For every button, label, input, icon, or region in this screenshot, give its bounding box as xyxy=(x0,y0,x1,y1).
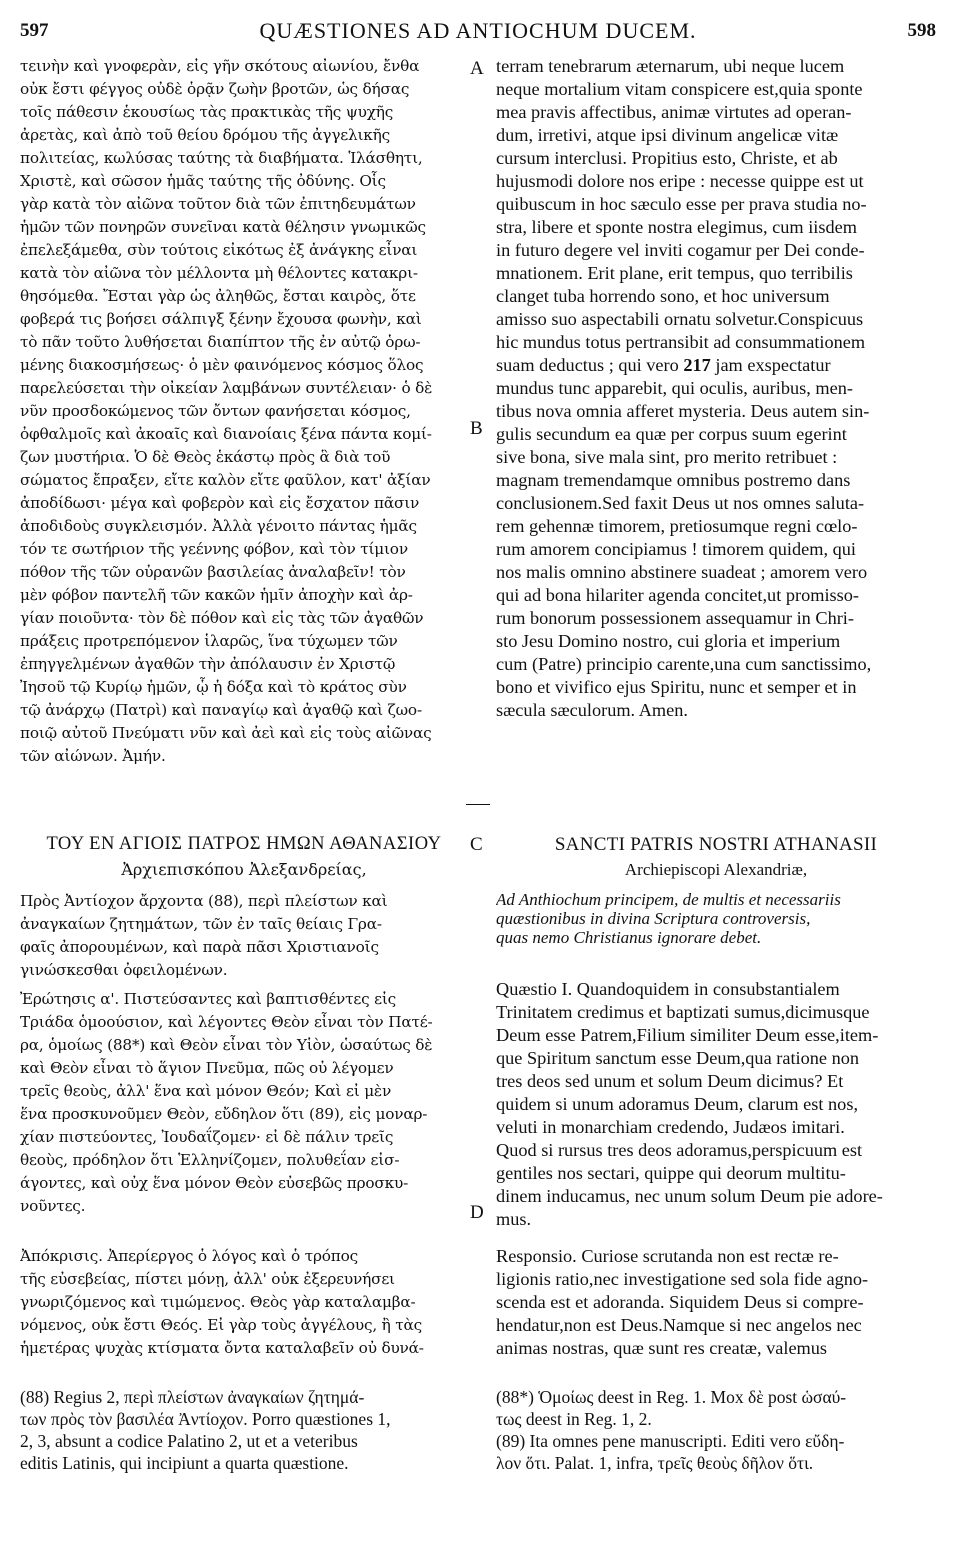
latin-question-line: Quæstio I. Quandoquidem in consubstantialem xyxy=(496,979,840,999)
latin-text-line: conclusionem.Sed faxit Deus ut nos omnes saluta- xyxy=(496,493,865,513)
greek-text-line: νῦν προσδοκώμενος τῶν ὄντων φανήσεται κόσμος, xyxy=(20,402,411,420)
greek-question-line: τρεῖς θεοὺς, ἀλλ' ἕνα καὶ μόνον Θεόν; Καὶ εἰ μὲν xyxy=(20,1082,392,1100)
greek-text-line: Ἰησοῦ τῷ Κυρίῳ ἡμῶν, ᾧ ἡ δόξα καὶ τὸ κράτος σὺν xyxy=(20,678,407,696)
greek-text-line: τεινὴν καὶ γνοφερὰν, εἰς γῆν σκότους αἰωνίου, ἔνθα xyxy=(20,57,420,75)
latin-text-line: mnationem. Erit plane, erit tempus, quo terribilis xyxy=(496,263,853,283)
greek-text-line: πράξεις προτρεπόμενον ἱλαρῶς, ἵνα τύχωμεν τῶν xyxy=(20,632,398,650)
margin-marker-d: D xyxy=(470,1202,484,1223)
greek-text-line: ἐπηγγελμένων ἀγαθῶν τὴν ἀπόλαυσιν ἐν Χριστῷ xyxy=(20,655,396,673)
greek-intro-line: φαῖς ἀπορουμένων, καὶ παρὰ πᾶσι Χριστιανοῖς xyxy=(20,938,379,956)
latin-text-line: hic mundus totus pertransibit ad consummationem xyxy=(496,332,866,352)
greek-footnotes xyxy=(20,1386,466,1474)
footnote-line: τως deest in Reg. 1, 2. xyxy=(496,1409,652,1429)
latin-text-line: stra, libere et sponte nostra elegimus, cum iisdem xyxy=(496,217,857,237)
greek-text-line: παρελεύσεται τὴν οἰκείαν λαμβάνων συντέλειαν· ὁ δὲ xyxy=(20,379,433,397)
latin-question xyxy=(496,978,938,1231)
greek-text-line: θησόμεθα. Ἔσται γὰρ ὡς ἀληθῶς, ἔσται καιρὸς, ὅτε xyxy=(20,287,416,305)
latin-text-line: gulis secundum ea quæ per corpus suum egerint xyxy=(496,424,847,444)
latin-text-line: sæcula sæculorum. Amen. xyxy=(496,700,688,720)
footnote-line: (88*) Ὁμοίως deest in Reg. 1. Mox δὲ post ὡσαύ- xyxy=(496,1387,847,1407)
greek-text-line: κατὰ τὸν αἰῶνα τὸν μέλλοντα μὴ θέλοντες κατακρι- xyxy=(20,264,418,282)
greek-text-line: γὰρ κατὰ τὸν αἰῶνα τοῦτον διὰ τῶν ἐπιτηδευμάτων xyxy=(20,195,416,213)
latin-text-line: mundus tunc apparebit, qui oculis, auribus, men- xyxy=(496,378,853,398)
latin-text-line: terram tenebrarum æternarum, ubi neque lucem xyxy=(496,56,845,76)
greek-text-line: ἡμῶν τῶν πονηρῶν συνεῖναι κατὰ θέλησιν γνωμικῶς xyxy=(20,218,426,236)
greek-answer-line: τῆς εὐσεβείας, πίστει μόνῃ, ἀλλ' οὐκ ἐξερευνήσει xyxy=(20,1270,395,1288)
latin-answer-line: hendatur,non est Deus.Namque si nec angelos nec xyxy=(496,1315,862,1335)
greek-question-line: καὶ Θεὸν εἶναι τὸ ἅγιον Πνεῦμα, πῶς οὐ λέγομεν xyxy=(20,1059,394,1077)
greek-question-line: άγοντες, καὶ οὐχ ἕνα μόνον Θεὸν εὐσεβῶς προσκυ- xyxy=(20,1174,409,1192)
latin-section-subtitle: Archiepiscopi Alexandriæ, xyxy=(624,860,808,879)
latin-text-line: dum, irretivi, atque ipsi divinum angelicæ vitæ xyxy=(496,125,839,145)
latin-text-line: cursum interclusi. Propitius esto, Christe, et ab xyxy=(496,148,838,168)
greek-intro-line: ἀναγκαίων ζητημάτων, τῶν ἐν ταῖς θείαις Γρα- xyxy=(20,915,382,933)
inline-page-number: 217 xyxy=(683,355,711,375)
latin-text-line: cum (Patre) principio carente,una cum sanctissimo, xyxy=(496,654,872,674)
greek-text-line: ὀφθαλμοῖς καὶ ἀκοαῖς καὶ διανοίαις ξένα πάντα κομί- xyxy=(20,425,432,443)
running-title: QUÆSTIONES AD ANTIOCHUM DUCEM. xyxy=(259,18,697,43)
latin-question-line: veluti in monarchiam credendo, Judæos imitari. xyxy=(496,1117,845,1137)
greek-question-line: Ἐρώτησις α'. Πιστεύσαντες καὶ βαπτισθέντες εἰς xyxy=(20,990,397,1008)
greek-intro xyxy=(20,890,466,982)
greek-question-line: χίαν πιστεύοντες, Ἰουδαΐζομεν· εἰ δὲ πάλιν τρεῖς xyxy=(20,1128,394,1146)
latin-answer xyxy=(496,1245,938,1360)
latin-text-line: qui ad bona hilariter agenda concitet,ut promisso- xyxy=(496,585,859,605)
latin-text-line: nos malis omnino abstinere suadeat ; amorem vero xyxy=(496,562,868,582)
footnote-line: των πρὸς τὸν βασιλέα Ἀντίοχον. Porro quæstiones 1, xyxy=(20,1409,391,1429)
latin-text-line: amisso suo aspectabili ornatu solvetur.Conspicuus xyxy=(496,309,864,329)
latin-text-fragment: suam deductus ; qui vero xyxy=(496,355,679,375)
greek-text-line: σώματος ἔπραξεν, εἴτε καλὸν εἴτε φαῦλον, κατ' ἀξίαν xyxy=(20,471,431,489)
latin-question-line: tres deos sed unum et solum Deum dicimus? Et xyxy=(496,1071,844,1091)
latin-text-fragment: jam exspectatur xyxy=(715,355,831,375)
footnote-line: λον ὅτι. Palat. 1, infra, τρεῖς θεοὺς δῆλον ὅτι. xyxy=(496,1453,814,1473)
greek-text-line: ἀποδιδοὺς συγκλεισμόν. Ἀλλὰ γένοιτο πάντας ἡμᾶς xyxy=(20,517,417,535)
page-header xyxy=(20,18,936,44)
greek-intro-line: γινώσκεσθαι ὀφειλομένων. xyxy=(20,961,228,979)
latin-intro xyxy=(496,890,938,947)
greek-answer-line: Ἀπόκρισις. Ἀπερίεργος ὁ λόγος καὶ ὁ τρόπος xyxy=(20,1247,358,1265)
greek-question-line: θεοὺς, πρόδηλον ὅτι Ἑλληνίζομεν, πολυθεΐαν εἰσ- xyxy=(20,1151,400,1169)
footnote-line: 2, 3, absunt a codice Palatino 2, ut et a veteribus xyxy=(20,1431,358,1451)
latin-text-line: tibus nova omnia afferet mysteria. Deus autem sin- xyxy=(496,401,870,421)
latin-question-line: gentiles nos sectari, quippe qui deorum multitu- xyxy=(496,1163,846,1183)
greek-section-subtitle: Ἀρχιεπισκόπου Ἀλεξανδρείας, xyxy=(121,860,367,879)
greek-answer-line: νόμενος, οὐκ ἔστι Θεός. Εἰ γὰρ τοὺς ἀγγέλους, ἢ τὰς xyxy=(20,1316,423,1334)
latin-question-line: que Spiritum sanctum esse Deum,qua ratione non xyxy=(496,1048,860,1068)
section-divider xyxy=(466,804,490,805)
greek-answer xyxy=(20,1245,466,1360)
greek-text-line: γίαν ποιοῦντα· τὸν δὲ πόθον καὶ εἰς τὰς τῶν ἀγαθῶν xyxy=(20,609,424,627)
latin-question-line: Quod si rursus tres deos adoramus,perspicuum est xyxy=(496,1140,863,1160)
latin-text-line: magnam tremendamque omnibus postremo dans xyxy=(496,470,851,490)
latin-text-line: quibuscum in hoc sæculo esse per prava studia no- xyxy=(496,194,867,214)
greek-text-line: τῶν αἰώνων. Ἀμήν. xyxy=(20,747,166,765)
greek-section-title: ΤΟΥ ΕΝ ΑΓΙΟΙΣ ΠΑΤΡΟΣ ΗΜΩΝ ΑΘΑΝΑΣΙΟΥ xyxy=(46,834,442,854)
latin-intro-line: quæstionibus in divina Scriptura controversis, xyxy=(496,909,811,928)
latin-answer-line: animas nostras, quæ sunt res creatæ, valemus xyxy=(496,1338,828,1358)
latin-question-line: dinem inducamus, nec unum solum Deum pie adore- xyxy=(496,1186,883,1206)
greek-text-line: τοῖς πάθεσιν ἑκουσίως τὰς πρακτικὰς τῆς ψυχῆς xyxy=(20,103,394,121)
greek-intro-line: Πρὸς Ἀντίοχον ἄρχοντα (88), περὶ πλείστων καὶ xyxy=(20,892,388,910)
margin-marker-b: B xyxy=(470,418,483,439)
latin-text-line: clanget tuba horrendo sono, et hoc universum xyxy=(496,286,830,306)
greek-question-line: ρα, ὁμοίως (88*) καὶ Θεὸν εἶναι τὸν Υἱὸν, ὡσαύτως δὲ xyxy=(20,1036,433,1054)
latin-text-line: mea pravis affectibus, animæ virtutes ad operan- xyxy=(496,102,852,122)
footnote-line: (88) Regius 2, περὶ πλείστων ἀναγκαίων ζητημά- xyxy=(20,1387,365,1407)
greek-text-line: τόν τε σωτήριον τῆς γεέννης φόβον, καὶ τὸν τίμιον xyxy=(20,540,408,558)
greek-text-line: οὐκ ἔστι φέγγος οὐδὲ ὁρᾷν ζωὴν βροτῶν, ὡς δήσας xyxy=(20,80,410,98)
greek-text-line: πόθον τῆς τῶν οὐρανῶν βασιλείας ἀναλαβεῖν! τὸν xyxy=(20,563,406,581)
latin-text-line: bono et vivifico ejus Spiritu, nunc et semper et in xyxy=(496,677,857,697)
greek-text-line: μὲν φόβον παντελῆ τῶν κακῶν ἡμῖν ἀποχὴν καὶ ἀρ- xyxy=(20,586,413,604)
latin-text-line: rem gehennæ timorem, pretiosumque regni cœlo- xyxy=(496,516,858,536)
latin-text-line: sive bona, sive mala sint, pro merito retribuet : xyxy=(496,447,838,467)
latin-intro-line: quas nemo Christianus ignorare debet. xyxy=(496,928,762,947)
greek-text-line: ποιῷ αὐτοῦ Πνεύματι νῦν καὶ ἀεὶ καὶ εἰς τοὺς αἰῶνας xyxy=(20,724,432,742)
page-number-right: 598 xyxy=(907,20,936,41)
latin-answer-line: Responsio. Curiose scrutanda non est rectæ re- xyxy=(496,1246,839,1266)
greek-text-line: Χριστὲ, καὶ σῶσον ἡμᾶς ταύτης τῆς ὀδύνης. Οἷς xyxy=(20,172,386,190)
latin-text-line: in futuro degere vel inviti cogamur per Dei conde- xyxy=(496,240,865,260)
page-number-left: 597 xyxy=(20,20,49,41)
latin-text-line: hujusmodi dolore nos eripe : necesse quippe est ut xyxy=(496,171,864,191)
greek-answer-line: ἡμετέρας ψυχὰς κτίσματα ὄντα καταλαβεῖν οὐ δυνά- xyxy=(20,1339,424,1357)
greek-question xyxy=(20,988,466,1218)
greek-text-line: φοβερά τις βοήσει σάλπιγξ ξένην ἔχουσα φωνὴν, καὶ xyxy=(20,310,422,328)
latin-column-top xyxy=(496,55,938,722)
greek-text-line: ἀποδίδωσι· μέγα καὶ φοβερὸν καὶ εἰς ἔσχατον πᾶσιν xyxy=(20,494,420,512)
greek-answer-line: γνωριζόμενος καὶ τιμώμενος. Θεὸς γὰρ καταλαμβα- xyxy=(20,1293,416,1311)
greek-column-top xyxy=(20,55,466,768)
greek-text-line: τῷ ἀνάρχῳ (Πατρὶ) καὶ παναγίῳ καὶ ἀγαθῷ καὶ ζωο- xyxy=(20,701,422,719)
latin-answer-line: ligionis ratio,nec investigatione sed sola fide agno- xyxy=(496,1269,869,1289)
footnote-line: (89) Ita omnes pene manuscripti. Editi vero εὔδη- xyxy=(496,1431,845,1451)
greek-text-line: ζων μυστήρια. Ὁ δὲ Θεὸς ἑκάστῳ πρὸς ἃ διὰ τοῦ xyxy=(20,448,391,466)
greek-question-line: νοῦντες. xyxy=(20,1197,86,1215)
latin-question-line: mus. xyxy=(496,1209,532,1229)
latin-question-line: Trinitatem credimus et baptizati sumus,dicimusque xyxy=(496,1002,870,1022)
greek-question-line: Τριάδα ὁμοούσιον, καὶ λέγοντες Θεὸν εἶναι τὸν Πατέ- xyxy=(20,1013,433,1031)
greek-text-line: ἀρετὰς, καὶ ἀπὸ τοῦ θείου δρόμου τῆς ἀγγελικῆς xyxy=(20,126,390,144)
latin-text-line: neque mortalium vitam conspicere est,quia sponte xyxy=(496,79,863,99)
greek-text-line: πολιτείας, κωλύσας ταύτης τὰ διαβήματα. Ἱλάσθητι, xyxy=(20,149,423,167)
latin-text-line xyxy=(496,354,938,377)
latin-question-line: quidem si unum adoramus Deum, clarum est nos, xyxy=(496,1094,859,1114)
latin-section-title: SANCTI PATRIS NOSTRI ATHANASII xyxy=(554,834,878,855)
greek-text-line: τὸ πᾶν τοῦτο λυθήσεται διαπίπτον τῆς ἐν αὐτῷ ὁρω- xyxy=(20,333,421,351)
latin-text-line: sto Jesu Domino nostro, cui gloria et imperium xyxy=(496,631,841,651)
footnote-line: editis Latinis, qui incipiunt a quarta quæstione. xyxy=(20,1453,349,1473)
margin-marker-a: A xyxy=(470,58,484,79)
latin-text-line: rum bonorum possessionem assequamur in Chri- xyxy=(496,608,854,628)
greek-question-line: ἕνα προσκυνοῦμεν Θεὸν, εὔδηλον ὅτι (89), εἰς μοναρ- xyxy=(20,1105,428,1123)
latin-text-line: rum amorem concipiamus ! timorem quidem, qui xyxy=(496,539,856,559)
latin-footnotes xyxy=(496,1386,938,1474)
margin-marker-c: C xyxy=(470,834,483,855)
latin-intro-line: Ad Anthiochum principem, de multis et necessariis xyxy=(496,890,841,909)
greek-text-line: μένης διακοσμήσεως· ὁ μὲν φαινόμενος κόσμος ὅλος xyxy=(20,356,424,374)
latin-answer-line: scenda est et adoranda. Siquidem Deus si compre- xyxy=(496,1292,864,1312)
latin-question-line: Deum esse Patrem,Filium similiter Deum esse,item- xyxy=(496,1025,879,1045)
greek-text-line: ἐπελεξάμεθα, σὺν τούτοις εἰκότως ἐξ ἀνάγκης εἶναι xyxy=(20,241,418,259)
